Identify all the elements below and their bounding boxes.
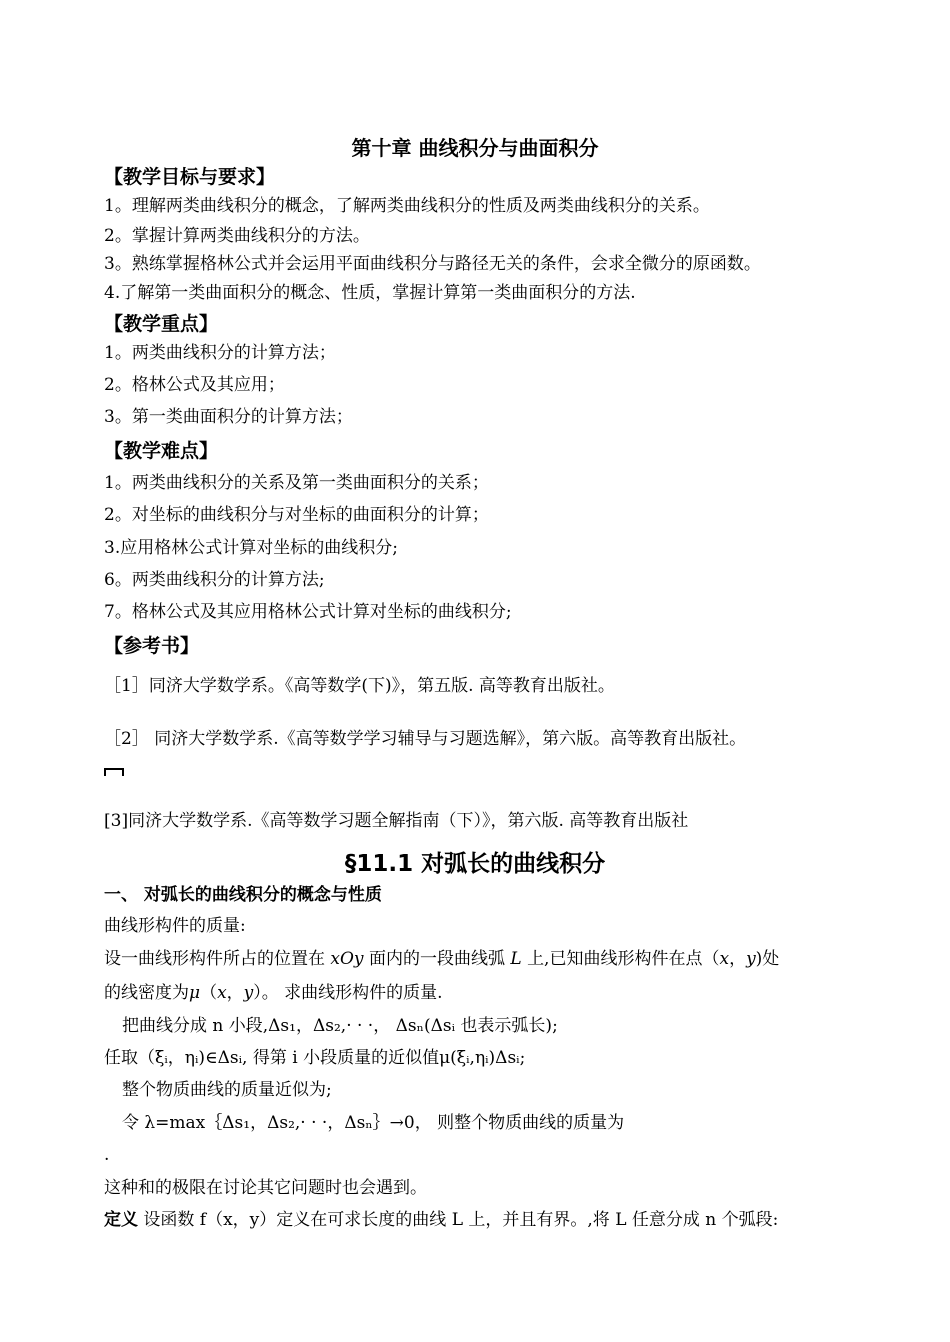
objective-item: 3。熟练掌握格林公式并会运用平面曲线积分与路径无关的条件，会求全微分的原函数。 — [104, 254, 761, 274]
key-points-heading: 【教学重点】 — [104, 313, 219, 335]
math-var: y — [243, 983, 254, 1003]
definition-line — [104, 1208, 778, 1232]
text: ， — [226, 983, 244, 1003]
math-var: x — [217, 983, 227, 1003]
difficulty-item: 7。格林公式及其应用格林公式计算对坐标的曲线积分; — [104, 602, 512, 622]
math-var: μ — [189, 983, 201, 1003]
key-point-item: 3。第一类曲面积分的计算方法； — [104, 407, 353, 427]
text: ）。 求曲线形构件的质量. — [253, 983, 443, 1003]
paragraph-line: 任取（ξᵢ，ηᵢ)∈Δsᵢ, 得第 i 小段质量的近似值μ(ξᵢ,ηᵢ)Δsᵢ; — [104, 1048, 526, 1068]
paragraph-line — [104, 947, 779, 971]
paragraph-line: 把曲线分成 n 小段,Δs₁，Δs₂,· · ·， Δsₙ(Δsᵢ 也表示弧长); — [122, 1016, 558, 1036]
math-var: xOy — [330, 949, 364, 969]
text: 的线密度为 — [104, 983, 189, 1003]
objective-item: 1。理解两类曲线积分的概念，了解两类曲线积分的性质及两类曲线积分的关系。 — [104, 196, 710, 216]
text: （ — [200, 983, 218, 1003]
math-var: L — [510, 949, 522, 969]
difficulty-item: 6。两类曲线积分的计算方法; — [104, 570, 325, 590]
section-title: §11.1 对弧长的曲线积分 — [344, 851, 606, 877]
paragraph-line: 这种和的极限在讨论其它问题时也会遇到。 — [104, 1178, 427, 1198]
objective-item: 2。掌握计算两类曲线积分的方法。 — [104, 226, 370, 246]
difficulty-item: 1。两类曲线积分的关系及第一类曲面积分的关系； — [104, 473, 489, 493]
reference-item: [3]同济大学数学系.《高等数学习题全解指南（下）》，第六版. 高等教育出版社 — [104, 811, 689, 831]
difficulties-heading: 【教学难点】 — [104, 440, 219, 462]
difficulty-item: 3.应用格林公式计算对坐标的曲线积分; — [104, 538, 398, 558]
difficulty-item: 2。对坐标的曲线积分与对坐标的曲面积分的计算； — [104, 505, 489, 525]
key-point-item: 2。格林公式及其应用； — [104, 375, 285, 395]
math-var: y — [746, 949, 756, 969]
text: 设一曲线形构件所占的位置在 — [104, 949, 325, 969]
bracket-mark — [104, 768, 124, 776]
text: 上,已知曲线形构件在点（ — [527, 949, 720, 969]
paragraph-line: . — [104, 1145, 110, 1165]
mass-intro: 曲线形构件的质量: — [104, 916, 246, 936]
objective-item: 4.了解第一类曲面积分的概念、性质，掌握计算第一类曲面积分的方法. — [104, 283, 636, 303]
paragraph-line — [104, 981, 443, 1005]
definition-text: 设函数 f（x，y）定义在可求长度的曲线 L 上，并且有界。,将 L 任意分成 n 个弧段: — [138, 1210, 779, 1230]
text: ， — [729, 949, 747, 969]
paragraph-line: 整个物质曲线的质量近似为; — [122, 1080, 332, 1100]
reference-item: ［2］ 同济大学数学系.《高等数学学习辅导与习题选解》，第六版。高等教育出版社。 — [104, 729, 747, 749]
objectives-heading: 【教学目标与要求】 — [104, 166, 276, 188]
text: 面内的一段曲线弧 — [368, 949, 505, 969]
key-point-item: 1。两类曲线积分的计算方法； — [104, 343, 336, 363]
chapter-title: 第十章 曲线积分与曲面积分 — [351, 136, 599, 160]
references-heading: 【参考书】 — [104, 635, 200, 657]
reference-item: ［1］同济大学数学系。《高等数学(下)》，第五版. 高等教育出版社。 — [104, 676, 615, 696]
section-subheading: 一、 对弧长的曲线积分的概念与性质 — [104, 885, 382, 905]
math-var: x — [719, 949, 730, 969]
paragraph-line: 令 λ=max｛Δs₁，Δs₂,· · ·，Δsₙ｝→0， 则整个物质曲线的质量为 — [122, 1113, 625, 1133]
text: )处 — [755, 949, 780, 969]
definition-label: 定义 — [104, 1210, 138, 1230]
